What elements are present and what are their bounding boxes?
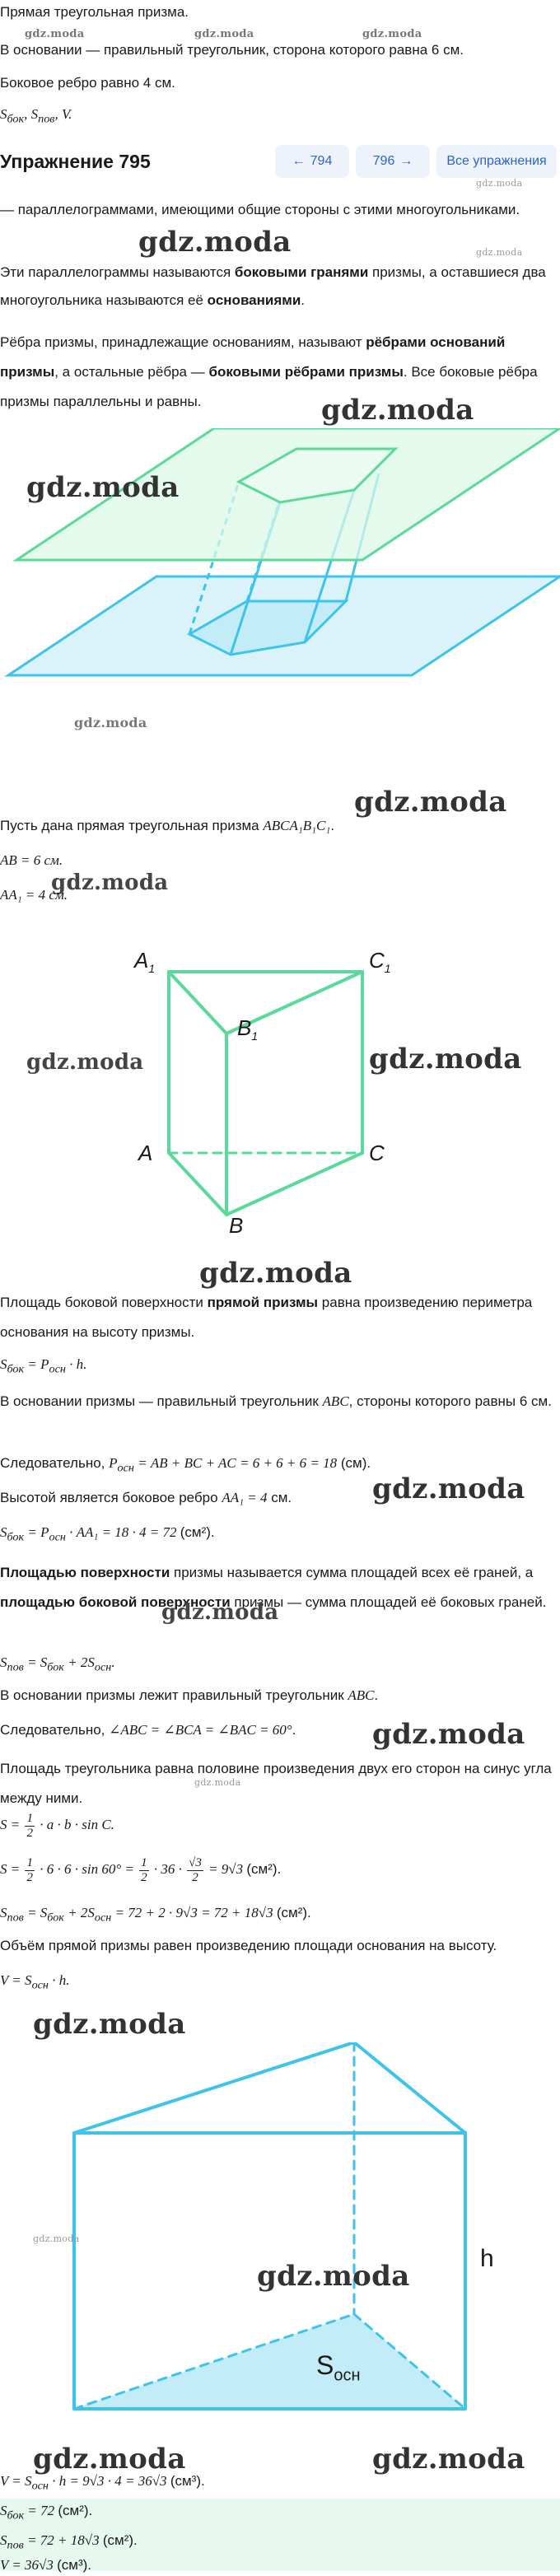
vertex-a1-letter: A	[134, 948, 149, 973]
term-lateral-surface-area: площадью боковой поверхности	[0, 1594, 231, 1610]
prev-exercise-label: 794	[310, 153, 333, 168]
formula-triangle-area: S = $\frac{1}{2}$ · a · b · sin C.	[0, 1812, 114, 1840]
watermark: gdz.moda	[74, 715, 147, 730]
theory-paragraph-2	[0, 259, 557, 315]
solution-line-5: Высотой является боковое ребро AA₁ = 4 см.	[0, 1490, 292, 1505]
watermark: gdz.moda	[372, 1472, 525, 1505]
all-exercises-label: Все упражнения	[446, 153, 547, 168]
solution-text: Площадь боковой поверхности	[0, 1295, 208, 1310]
theory-text: призмы, а оставшиеся два многоугольника называются её	[0, 264, 546, 308]
term-base-edges: рёбрами оснований призмы	[0, 334, 506, 380]
vertex-a1-sub: 1	[148, 962, 156, 976]
watermark: gdz.moda	[199, 1257, 352, 1290]
solution-text: призмы — сумма площадей её боковых граней.	[230, 1594, 547, 1610]
volume-prism-figure	[0, 2042, 560, 2438]
given-ab: AB = 6 см.	[0, 852, 63, 868]
watermark: gdz.moda	[161, 1600, 279, 1625]
prism-base-fill	[74, 2314, 465, 2409]
watermark: gdz.moda	[33, 2233, 80, 2244]
solution-line-1	[0, 1288, 557, 1347]
vertex-c1-sub: 1	[384, 962, 391, 976]
watermark: gdz.moda	[321, 394, 474, 427]
vertex-a1-label	[134, 944, 155, 978]
watermark: gdz.moda	[372, 1718, 525, 1751]
theory-paragraph-1: — параллелограммами, имеющими общие стороны с этими многоугольниками.	[0, 202, 520, 217]
theory-text: . Все боковые рёбра призмы параллельны и равны.	[0, 364, 538, 409]
watermark: gdz.moda	[369, 1043, 522, 1076]
theory-text: , а остальные рёбра —	[54, 364, 209, 380]
theory-text: Рёбра призмы, принадлежащие основаниям, называют	[0, 334, 366, 350]
term-right-prism: прямой призмы	[207, 1295, 319, 1310]
term-lateral-edges: боковыми рёбрами призмы	[208, 364, 404, 380]
intro-line-3: Боковое ребро равно 4 см.	[0, 75, 175, 91]
vertex-c1-letter: C	[369, 948, 385, 973]
base-area-sub: осн	[334, 2366, 361, 2385]
solution-line-10: Следовательно, ∠ABC = ∠BCA = ∠BAC = 60°.	[0, 1722, 296, 1738]
watermark: gdz.moda	[194, 1777, 241, 1788]
watermark: gdz.moda	[476, 247, 523, 258]
given-aa1: AA₁ = 4 см.	[0, 887, 68, 903]
vertex-b-label: B	[229, 1213, 244, 1238]
exercise-title: Упражнение 795	[0, 151, 151, 172]
solution-line-3: В основании призмы — правильный треугольник ABC, стороны которого равны 6 см.	[0, 1393, 552, 1409]
solution-line-15: Объём прямой призмы равен произведению площади основания на высоту.	[0, 1938, 497, 1953]
term-lateral-faces: боковыми гранями	[234, 264, 369, 280]
formula-lateral-area: $S_{бок} = P_{осн} \cdot h$.	[0, 1356, 87, 1376]
answer-surface-area: $S_{пов} = 72 + 18√3$ (см²).	[0, 2532, 138, 2552]
watermark: gdz.moda	[26, 1050, 144, 1075]
formula-lateral-area-value: $S_{бок} = P_{осн} \cdot AA_1 = 18 \cdot 4 = 72$ (см²).	[0, 1524, 215, 1544]
watermark: gdz.moda	[362, 28, 422, 40]
next-exercise-button[interactable]	[356, 145, 430, 178]
watermark: gdz.moda	[194, 28, 254, 40]
base-area-letter: S	[316, 2350, 334, 2380]
all-exercises-button[interactable]	[436, 145, 557, 178]
solution-line-4: Следовательно, $P_{осн}$ = AB + BC + AC = 6 + 6 + 6 = 18 (см).	[0, 1455, 371, 1475]
prev-exercise-button[interactable]	[275, 145, 349, 178]
watermark: gdz.moda	[33, 2443, 186, 2476]
formula-triangle-area-value: S = $\frac{1}{2}$ · 6 · 6 · sin 60° = $\frac{1}{2}$ · 36 · $\frac{√3}{2}$ = 9√3 (см²).	[0, 1856, 282, 1884]
vertex-a-label: A	[138, 1141, 153, 1165]
height-label: h	[480, 2245, 494, 2272]
solution-line-9: В основании призмы лежит правильный треугольник ABC.	[0, 1687, 379, 1703]
solution-text: равна произведению периметра основания на высоту призмы.	[0, 1295, 533, 1340]
base-area-label	[316, 2345, 361, 2388]
watermark: gdz.moda	[25, 28, 85, 40]
next-exercise-label: 796	[372, 153, 395, 168]
theory-text: Эти параллелограммы называются	[0, 264, 235, 280]
intro-line-4: $S_{бок}$, $S_{пов}$, V.	[0, 106, 72, 126]
formula-volume: $V = S_{осн} \cdot h$.	[0, 1972, 70, 1992]
watermark: gdz.moda	[476, 178, 523, 189]
watermark: gdz.moda	[354, 786, 507, 819]
vertex-c1-label	[369, 944, 391, 978]
watermark: gdz.moda	[138, 226, 292, 259]
answer-lateral-area: $S_{бок} = 72$ (см²).	[0, 2503, 93, 2522]
triangular-prism-figure	[0, 931, 560, 1260]
term-bases: основаниями	[207, 292, 301, 308]
watermark: gdz.moda	[33, 2008, 186, 2041]
formula-surface-area-value: $S_{пов} = S_{бок} + 2S_{осн} = 72 + 2 \cdot 9√3 = 72 + 18√3$ (см²).	[0, 1905, 311, 1925]
formula-surface-area: $S_{пов} = S_{бок} + 2S_{осн}$.	[0, 1654, 115, 1674]
vertex-b1-letter: B	[237, 1015, 252, 1040]
arrow-right-icon: →	[399, 153, 413, 168]
arrow-left-icon: ←	[292, 153, 306, 168]
given-line-3	[0, 884, 557, 906]
watermark: gdz.moda	[372, 2443, 525, 2476]
watermark: gdz.moda	[257, 2260, 410, 2293]
intro-line-1: Прямая треугольная призма.	[0, 4, 189, 20]
vertex-b1-sub: 1	[251, 1029, 259, 1043]
vertex-b1-label	[237, 1011, 258, 1046]
final-volume-calc: $V = S_{осн} \cdot h = 9√3 \cdot 4 = 36√3$ (см³).	[0, 2473, 205, 2493]
term-surface-area: Площадью поверхности	[0, 1565, 170, 1580]
watermark: gdz.moda	[26, 471, 180, 504]
theory-text: .	[301, 292, 306, 308]
given-line-1: Пусть дана прямая треугольная призма ABCA₁B₁C₁.	[0, 818, 335, 833]
solution-line-11: Площадь треугольника равна половине произведения двух его сторон на синус угла между ними.	[0, 1761, 552, 1806]
answer-volume: V = 36√3 (см³).	[0, 2557, 92, 2573]
intro-line-2: В основании — правильный треугольник, сторона которого равна 6 см.	[0, 42, 464, 58]
solution-text: призмы называется сумма площадей всех её граней, а	[170, 1565, 534, 1580]
watermark: gdz.moda	[51, 870, 169, 895]
vertex-c-label: C	[369, 1141, 385, 1165]
